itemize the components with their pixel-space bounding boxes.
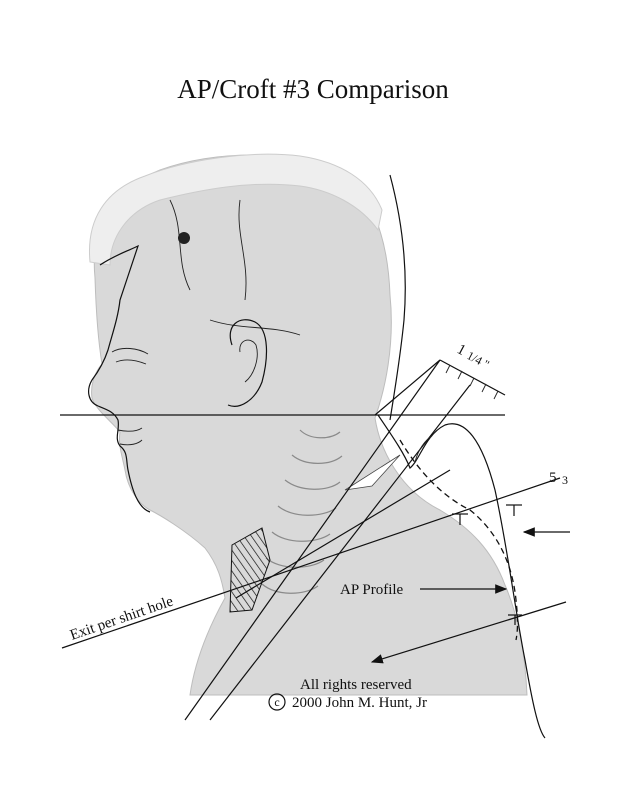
measure-right-fraction: 3 bbox=[562, 473, 568, 487]
exit-shirt-hole-label: Exit per shirt hole bbox=[68, 593, 176, 644]
mole-dot bbox=[178, 232, 190, 244]
copyright-symbol: c bbox=[274, 695, 280, 709]
rights-label: All rights reserved bbox=[300, 677, 412, 693]
diagram-title: AP/Croft #3 Comparison bbox=[177, 74, 449, 104]
back-head-outline bbox=[390, 175, 405, 420]
measure-right-value: 5 bbox=[549, 470, 557, 486]
measure-top-value: 1 bbox=[454, 341, 469, 360]
copyright-label: 2000 John M. Hunt, Jr bbox=[292, 695, 428, 711]
top-measure-ruler bbox=[440, 341, 505, 399]
copyright-line bbox=[269, 694, 427, 711]
measure-top-fraction: 1/4 " bbox=[464, 348, 492, 372]
ap-profile-label: AP Profile bbox=[340, 582, 404, 598]
